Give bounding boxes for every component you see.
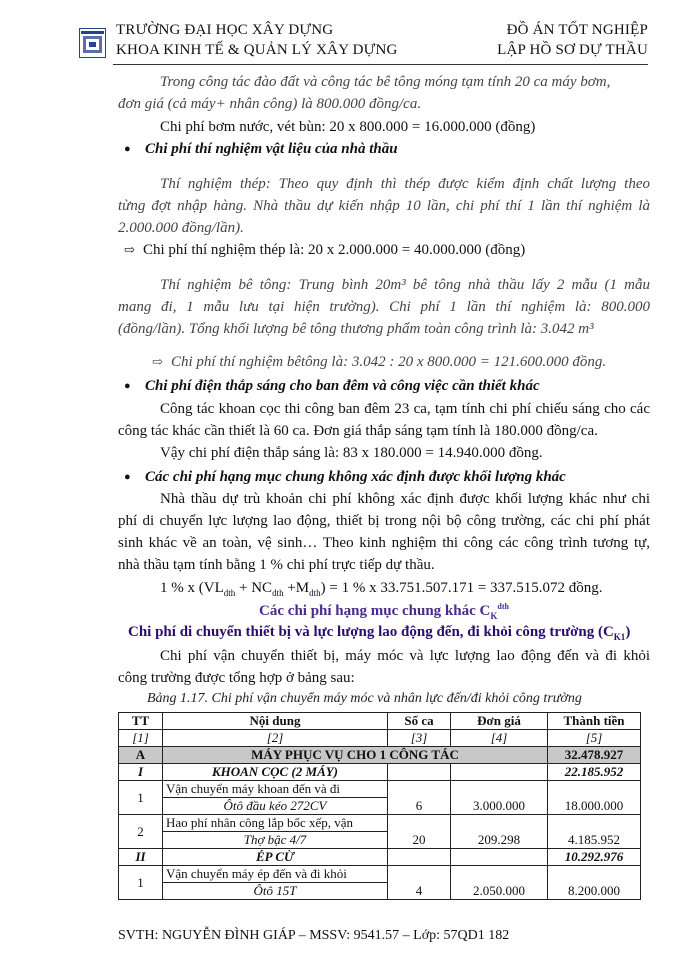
subsection-title-subscript: K1 <box>613 632 626 642</box>
table-cell: Thợ bậc 4/7 <box>163 832 388 849</box>
formula-line <box>160 580 603 598</box>
table-cell: A <box>119 747 163 764</box>
body-line: 2.000.000 đồng/lần). <box>118 220 244 236</box>
formula-subscript: dth <box>309 588 321 598</box>
bullet-icon: ● <box>124 380 131 392</box>
body-line: Thí nghiệm bê tông: Trung bình 20m³ bê tông nhà thầu lấy 2 mẫu (1 mẫu <box>160 277 650 293</box>
body-line: Trong công tác đào đất và công tác bê tông móng tạm tính 20 ca máy bơm, <box>160 74 611 90</box>
table-cell: 2.050.000 <box>451 866 548 900</box>
column-header: TT <box>119 713 163 730</box>
section-heading: Các chi phí hạng mục chung không xác định được khối lượng khác <box>145 469 566 485</box>
body-line: Chi phí vận chuyển thiết bị, máy móc và lực lượng lao động đến và đi khỏi <box>160 648 650 664</box>
table-cell: 20 <box>388 815 451 849</box>
section-title-subscript: K <box>490 611 498 621</box>
table-cell: [3] <box>388 730 451 747</box>
table-cell: 6 <box>388 781 451 815</box>
table-cell: 22.185.952 <box>548 764 641 781</box>
table-cell: Ôtô 15T <box>163 883 388 900</box>
table-cell: Vận chuyển máy khoan đến và đi <box>163 781 388 798</box>
table-cell: 8.200.000 <box>548 866 641 900</box>
table-cell: 3.000.000 <box>451 781 548 815</box>
table-cell: Hao phí nhân công lắp bốc xếp, vận <box>163 815 388 832</box>
formula-part: ) = 1 % x 33.751.507.171 = 337.515.072 đồng. <box>320 580 603 596</box>
table-cell: 1 <box>119 866 163 900</box>
formula-part: + NC <box>235 580 273 596</box>
table-cell <box>388 764 451 781</box>
table-cell: [4] <box>451 730 548 747</box>
section-title <box>0 602 700 621</box>
table-cell: 2 <box>119 815 163 849</box>
table-cell: 4 <box>388 866 451 900</box>
header-faculty: KHOA KINH TẾ & QUẢN LÝ XÂY DỰNG <box>116 42 398 58</box>
table-cell: KHOAN CỌC (2 MÁY) <box>163 764 388 781</box>
body-line: Vậy chi phí điện thắp sáng là: 83 x 180.000 = 14.940.000 đồng. <box>160 445 543 461</box>
table-cell <box>451 764 548 781</box>
header-project-type: ĐỒ ÁN TỐT NGHIỆP <box>506 22 648 38</box>
cost-table <box>118 712 641 900</box>
body-line: công trường được tổng hợp ở bảng sau: <box>118 670 355 686</box>
body-line: công tác khác cần thiết là 60 ca. Đơn giá thắp sáng tạm tính là 180.000 đồng/ca. <box>118 423 598 439</box>
section-title-text: Các chi phí hạng mục chung khác C <box>259 603 491 619</box>
column-header: Thành tiền <box>548 713 641 730</box>
column-header: Số ca <box>388 713 451 730</box>
table-cell <box>388 849 451 866</box>
header-university: TRƯỜNG ĐẠI HỌC XÂY DỰNG <box>116 22 334 38</box>
body-line: đơn giá (cả máy+ nhân công) là 800.000 đồng/ca. <box>118 96 422 112</box>
table-row <box>119 849 641 866</box>
column-header: Nội dung <box>163 713 388 730</box>
table-cell: 4.185.952 <box>548 815 641 849</box>
bullet-icon: ● <box>124 471 131 483</box>
table-cell: 1 <box>119 781 163 815</box>
body-line: Chi phí thí nghiệm thép là: 20 x 2.000.000 = 40.000.000 (đồng) <box>143 242 526 258</box>
table-row <box>119 815 641 832</box>
section-heading: Chi phí điện thắp sáng cho ban đêm và công việc cần thiết khác <box>145 378 540 394</box>
formula-part: 1 % x (VL <box>160 580 224 596</box>
body-line: Chi phí thí nghiệm bêtông là: 3.042 : 20 x 800.000 = 121.600.000 đồng. <box>171 354 607 370</box>
table-cell: 18.000.000 <box>548 781 641 815</box>
section-title-superscript: dth <box>497 602 509 611</box>
body-line: (đồng/lần). Tổng khối lượng bê tông thương phẩm toàn công trình là: 3.042 m³ <box>118 321 594 337</box>
table-cell: [5] <box>548 730 641 747</box>
page-header <box>0 0 700 68</box>
page-footer: SVTH: NGUYỄN ĐÌNH GIÁP – MSSV: 9541.57 – Lớp: 57QD1 182 <box>118 928 510 943</box>
table-row <box>119 866 641 883</box>
table-row <box>119 781 641 798</box>
body-line: Công tác khoan cọc thi công ban đêm 23 ca, tạm tính chi phí chiếu sáng cho các <box>160 401 650 417</box>
table-index-row <box>119 730 641 747</box>
header-project-title: LẬP HỒ SƠ DỰ THẦU <box>497 42 648 58</box>
table-row <box>119 764 641 781</box>
column-header: Đơn giá <box>451 713 548 730</box>
arrow-icon: ⇨ <box>124 242 135 257</box>
table-cell: MÁY PHỤC VỤ CHO 1 CÔNG TÁC <box>163 747 548 764</box>
table-cell: II <box>119 849 163 866</box>
arrow-icon: ⇨ <box>152 354 163 369</box>
table-cell: [1] <box>119 730 163 747</box>
body-line: mang đi, 1 mẫu lưu tại hiện trường). Chi phí 1 lần thí nghiệm là: 800.000 <box>118 299 650 315</box>
formula-subscript: dth <box>223 588 236 598</box>
table-cell: 209.298 <box>451 815 548 849</box>
formula-subscript: dth <box>272 588 284 598</box>
table-cell: Ôtô đầu kéo 272CV <box>163 798 388 815</box>
table-cell: 32.478.927 <box>548 747 641 764</box>
body-line: phí di chuyển lực lượng lao động, thiết bị trong nội bộ công trường, các chi phí phát <box>118 513 650 529</box>
table-cell: 10.292.976 <box>548 849 641 866</box>
body-line: từng đợt nhập hàng. Nhà thầu dự kiến nhập 10 lần, chi phí thí 1 lần thí nghiệm là <box>118 198 650 214</box>
university-logo <box>79 28 106 58</box>
subsection-title <box>128 624 630 642</box>
subsection-title-text: Chi phí di chuyển thiết bị và lực lượng lao động đến, đi khỏi công trường (C <box>128 624 614 640</box>
header-divider <box>113 64 648 65</box>
bullet-icon: ● <box>124 143 131 155</box>
subsection-title-end: ) <box>625 624 631 640</box>
table-cell: ÉP CỪ <box>163 849 388 866</box>
table-row <box>119 747 641 764</box>
formula-part: +M <box>283 580 310 596</box>
body-line: Chi phí bơm nước, vét bùn: 20 x 800.000 = 16.000.000 (đồng) <box>160 119 536 135</box>
table-cell: I <box>119 764 163 781</box>
body-line: sinh khác về an toàn, vệ sinh… Theo kinh nghiệm thi công các công trình tương tự, <box>118 535 650 551</box>
body-line: nhà thầu tạm tính bằng 1 % chi phí trực tiếp dự thầu. <box>118 557 435 573</box>
table-cell: [2] <box>163 730 388 747</box>
body-line: Nhà thầu dự trù khoản chi phí không xác định được khối lượng khác như chi <box>160 491 650 507</box>
section-heading: Chi phí thí nghiệm vật liệu của nhà thầu <box>145 141 398 157</box>
table-cell <box>451 849 548 866</box>
body-line: Thí nghiệm thép: Theo quy định thì thép được kiểm định chất lượng theo <box>160 176 650 192</box>
table-caption: Bảng 1.17. Chi phí vận chuyển máy móc và nhân lực đến/đi khỏi công trường <box>147 691 582 706</box>
table-header-row <box>119 713 641 730</box>
table-cell: Vận chuyển máy ép đến và đi khỏi <box>163 866 388 883</box>
